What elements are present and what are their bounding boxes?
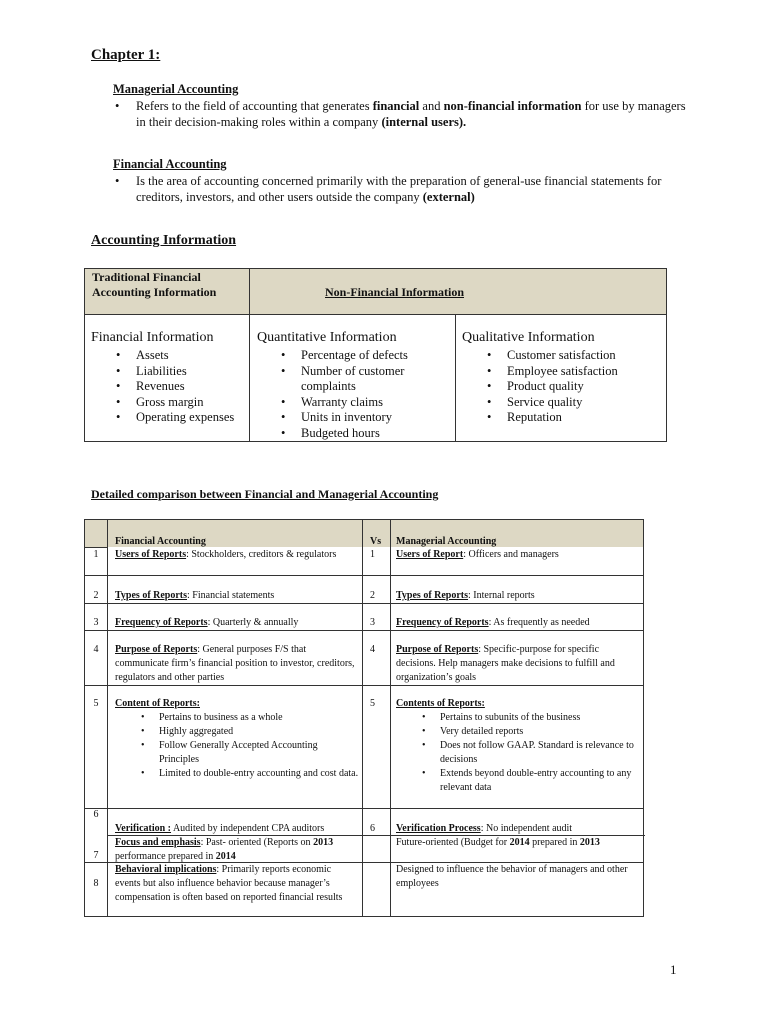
row-number: 8: [93, 878, 99, 889]
column-heading: Qualitative Information: [462, 330, 595, 345]
list-item: • Limited to double-entry accounting and cost data.: [135, 767, 359, 781]
list-item: • Liabilities: [114, 364, 234, 380]
financial-definition: • Is the area of accounting concerned primarily with the preparation of general-use financial statements for creditors, investors, and other users outside the company (external): [115, 174, 662, 204]
list-item: • Assets: [114, 348, 234, 364]
list-item: • Units in inventory: [279, 410, 449, 426]
list-item: • Number of customer complaints: [279, 364, 449, 395]
list-item: • Does not follow GAAP. Standard is relevance to decisions: [416, 739, 636, 767]
table-cell: Users of Reports: Stockholders, creditors & regulators: [115, 549, 337, 560]
list-item: • Warranty claims: [279, 395, 449, 411]
table-header: [85, 269, 666, 315]
table-cell: Types of Reports: Internal reports: [396, 590, 535, 601]
header-managerial: Managerial Accounting: [396, 536, 497, 547]
table-cell: Content of Reports: • Pertains to business as a whole • Highly aggregated • Follow Generally Accepted Accounting Principles • Limited to double-entry accounting and cost data.: [115, 697, 359, 781]
table-cell: Focus and emphasis: Past- oriented (Reports on 2013 performance prepared in 2014: [115, 837, 334, 862]
column-heading: Financial Information: [91, 330, 214, 345]
non-financial-header: Non-Financial Information: [325, 285, 465, 299]
header-vs: Vs: [370, 536, 382, 547]
comparison-title: Detailed comparison between Financial and Managerial Accounting: [91, 487, 439, 501]
traditional-header: Traditional Financial Accounting Information: [92, 270, 217, 299]
row-number: 4: [370, 644, 375, 655]
list-item: • Customer satisfaction: [485, 348, 618, 364]
list-item: • Extends beyond double-entry accounting to any relevant data: [416, 767, 636, 795]
column-heading: Quantitative Information: [257, 330, 397, 345]
list-item: • Pertains to business as a whole: [135, 711, 359, 725]
list-item: • Operating expenses: [114, 410, 234, 426]
chapter-title: Chapter 1:: [91, 47, 161, 63]
row-number: 7: [93, 850, 99, 861]
row-number: 1: [93, 549, 99, 560]
row-number: 4: [93, 644, 99, 655]
list-item: • Product quality: [485, 379, 618, 395]
table-cell: Frequency of Reports: Quarterly & annually: [115, 617, 299, 628]
table-cell: Types of Reports: Financial statements: [115, 590, 275, 601]
row-number: 1: [370, 549, 375, 560]
accounting-information-title: Accounting Information: [91, 233, 237, 248]
table-cell: Users of Report: Officers and managers: [396, 549, 559, 560]
row-number: 2: [93, 590, 99, 601]
list-item: • Pertains to subunits of the business: [416, 711, 636, 725]
row-number: 2: [370, 590, 375, 601]
list-item: • Highly aggregated: [135, 725, 359, 739]
qualitative-info-column: [455, 315, 667, 442]
row-number: 3: [370, 617, 375, 628]
list-item: • Service quality: [485, 395, 618, 411]
header-financial: Financial Accounting: [115, 536, 206, 547]
financial-info-column: [85, 315, 249, 442]
financial-heading: Financial Accounting: [113, 157, 227, 171]
list-item: • Gross margin: [114, 395, 234, 411]
list-item: • Percentage of defects: [279, 348, 449, 364]
table-cell: Purpose of Reports: Specific-purpose for specific decisions. Help managers make decisions to fulfill and organization’s goals: [396, 644, 615, 683]
list-item: • Employee satisfaction: [485, 364, 618, 380]
page-number: 1: [670, 962, 677, 977]
list-item: • Very detailed reports: [416, 725, 636, 739]
list-item: • Revenues: [114, 379, 234, 395]
list-item: • Follow Generally Accepted Accounting Principles: [135, 739, 359, 767]
managerial-definition: • Refers to the field of accounting that generates financial and non-financial information for use by managers in their decision-making roles within a company (internal users).: [115, 99, 686, 129]
table-cell: Behavioral implications: Primarily reports economic events but also influence behavior because manager’s compensation is often based on reported financial results: [115, 864, 343, 903]
table-cell: Frequency of Reports: As frequently as needed: [396, 617, 590, 628]
table-cell: Verification Process: No independent audit: [396, 823, 573, 834]
table-cell: Purpose of Reports: General purposes F/S that communicate firm’s financial position to investor, creditors, regulators and other parties: [115, 644, 355, 683]
row-number: 6: [370, 823, 375, 834]
list-item: • Budgeted hours: [279, 426, 449, 442]
row-number: 3: [93, 617, 99, 628]
table-cell: Future-oriented (Budget for 2014 prepared in 2013: [396, 837, 600, 848]
managerial-heading: Managerial Accounting: [113, 82, 239, 96]
table-cell: Designed to influence the behavior of managers and other employees: [396, 864, 628, 889]
accounting-information-table: [84, 268, 667, 442]
row-number: 5: [370, 698, 375, 709]
quantitative-info-column: [249, 315, 455, 442]
row-number: 6: [93, 809, 99, 820]
table-cell: Verification : Audited by independent CPA auditors: [115, 823, 325, 834]
comparison-table: [84, 519, 644, 917]
row-number: 5: [93, 698, 99, 709]
table-cell: Contents of Reports: • Pertains to subunits of the business • Very detailed reports • Does not follow GAAP. Standard is relevance to decisions • Extends beyond double-entry accounting to any relevant data: [396, 697, 636, 795]
list-item: • Reputation: [485, 410, 618, 426]
